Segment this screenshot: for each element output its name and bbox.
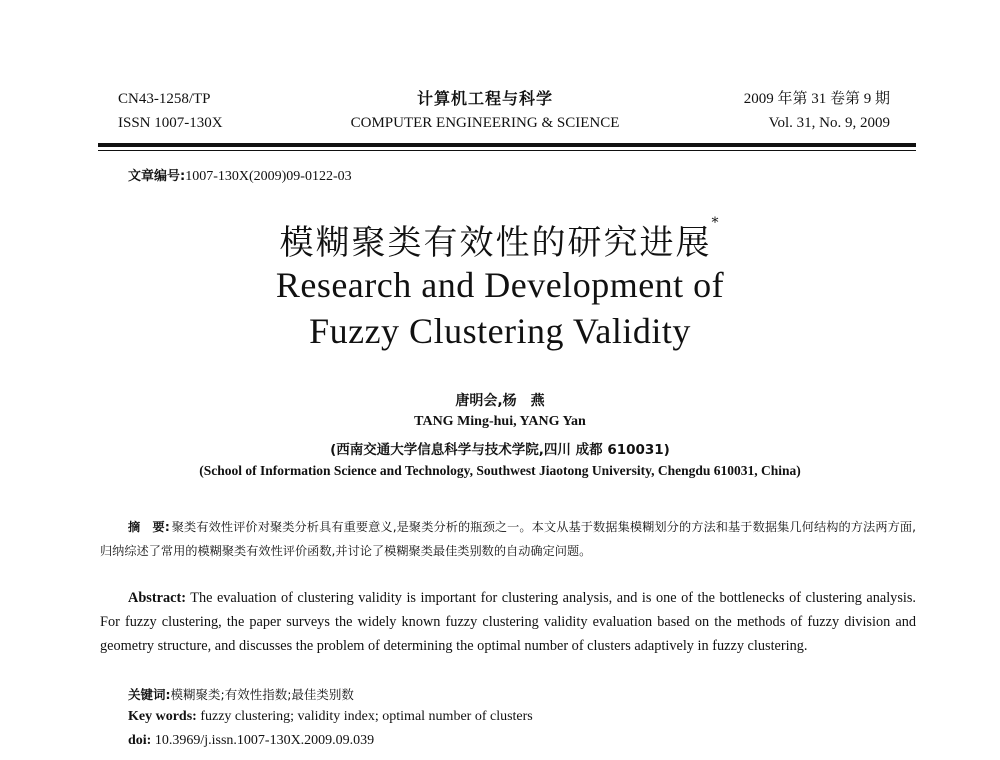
keywords-en <box>128 709 533 725</box>
authors-en: TANG Ming-hui, YANG Yan <box>414 414 586 429</box>
journal-header-center <box>330 87 640 135</box>
title-zh <box>200 215 800 264</box>
issue-en: Vol. 31, No. 9, 2009 <box>768 115 890 131</box>
affiliation-en: (School of Information Science and Technology, Southwest Jiaotong University, Chengdu 610031, China) <box>199 463 801 478</box>
keywords-en-label: Key words: <box>128 709 197 724</box>
journal-header-right <box>690 87 890 135</box>
keywords-zh-label: 关键词: <box>128 687 171 702</box>
authors-zh: 唐明会,杨 燕 <box>455 393 545 409</box>
journal-name-zh: 计算机工程与科学 <box>416 89 553 108</box>
abstract-zh-text: 聚类有效性评价对聚类分析具有重要意义,是聚类分析的瓶颈之一。本文从基于数据集模糊划分的方法和基于数据集几何结构的方法两方面,归纳综述了常用的模糊聚类有效性评价函数,并讨论了模糊聚类最佳类别数的自动确定问题。 <box>100 520 917 558</box>
cn-code: CN43-1258/TP <box>118 91 211 107</box>
article-number-label: 文章编号: <box>128 169 186 184</box>
keywords-en-text: fuzzy clustering; validity index; optimal number of clusters <box>196 709 533 724</box>
journal-header-left <box>118 87 223 135</box>
article-number-value: 1007-130X(2009)09-0122-03 <box>185 169 352 184</box>
title-en <box>150 262 850 354</box>
title-en-line2: Fuzzy Clustering Validity <box>309 311 691 351</box>
doi <box>128 733 374 749</box>
keywords-zh <box>128 685 354 703</box>
abstract-zh-label: 摘 要: <box>128 520 170 534</box>
header-rule-thick <box>98 143 916 147</box>
keywords-zh-text: 模糊聚类;有效性指数;最佳类别数 <box>170 687 354 702</box>
journal-name-en: COMPUTER ENGINEERING & SCIENCE <box>350 115 620 131</box>
title-en-line1: Research and Development of <box>275 265 725 305</box>
article-number <box>128 165 352 185</box>
abstract-zh <box>100 515 916 563</box>
abstract-en-label: Abstract: <box>128 590 186 606</box>
affiliation-zh: (西南交通大学信息科学与技术学院,四川 成都 610031) <box>330 442 670 458</box>
issn: ISSN 1007-130X <box>118 115 223 131</box>
abstract-en <box>100 586 916 658</box>
title-zh-text: 模糊聚类有效性的研究进展 <box>279 223 712 263</box>
title-footnote-mark: * <box>711 215 721 231</box>
doi-label: doi: <box>128 733 152 748</box>
doi-text: 10.3969/j.issn.1007-130X.2009.09.039 <box>151 733 375 748</box>
header-rule-thin <box>98 150 916 151</box>
abstract-en-text: The evaluation of clustering validity is important for clustering analysis, and is one of the bottlenecks of clustering analysis. For fuzzy clustering, the paper surveys the widely known fuzzy clustering validity evaluation based on the methods of fuzzy division and geometry structure, and discusses the problem of determining the optimal number of clusters adaptively in fuzzy clustering. <box>100 590 916 654</box>
issue-zh: 2009 年第 31 卷第 9 期 <box>743 91 890 107</box>
